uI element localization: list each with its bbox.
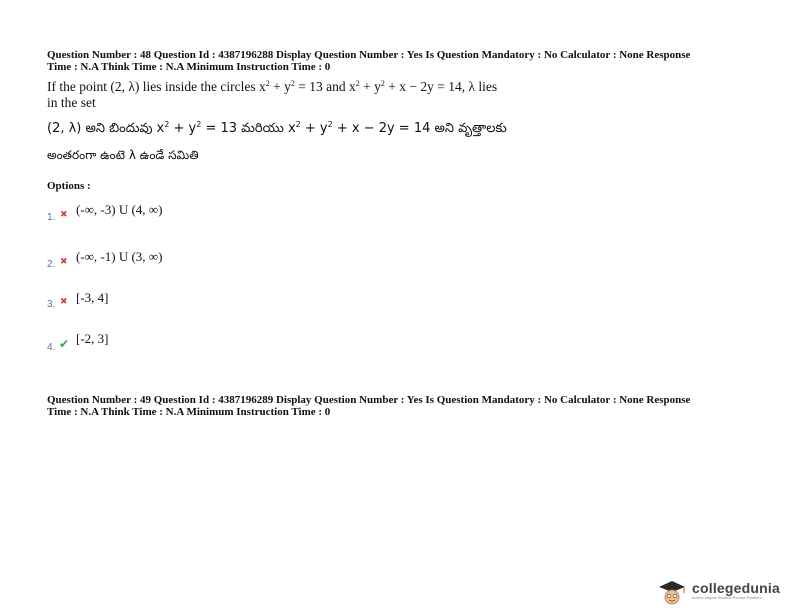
logo-wordmark: collegedunia [692, 580, 780, 596]
option-4-text[interactable]: [-2, 3] [76, 331, 109, 346]
option-1-number: 1. [47, 212, 56, 223]
question-49-meta-line2: Time : N.A Think Time : N.A Minimum Instruction Time : 0 [47, 406, 331, 418]
question-48-english [47, 79, 767, 111]
option-2-text[interactable]: (-∞, -1) U (3, ∞) [76, 249, 163, 264]
collegedunia-logo [656, 580, 780, 606]
option-2-number: 2. [47, 259, 56, 270]
logo-tagline: India's largest Student Review Platform [692, 595, 762, 600]
wrong-mark-icon: ✖ [60, 257, 68, 267]
question-48-meta-line1: Question Number : 48 Question Id : 4387196288 Display Question Number : Yes Is Question Mandatory : No Calculator : None Response [47, 49, 691, 61]
wrong-mark-icon: ✖ [60, 210, 68, 220]
option-3-number: 3. [47, 299, 56, 310]
check-mark-icon: ✔ [59, 337, 70, 351]
options-label: Options : [47, 180, 91, 192]
wrong-mark-icon: ✖ [60, 297, 68, 307]
question-49-meta-line1: Question Number : 49 Question Id : 4387196289 Display Question Number : Yes Is Question Mandatory : No Calculator : None Response [47, 394, 691, 406]
option-4-number: 4. [47, 342, 56, 353]
question-49-meta [47, 394, 767, 418]
question-48-english-line1: If the point (2, λ) lies inside the circles $x^2 + y^2 = 13$ and $x^2 + y^2 + x - 2y = 14$, λ lies [47, 79, 498, 94]
question-48-meta-line2: Time : N.A Think Time : N.A Minimum Instruction Time : 0 [47, 61, 331, 73]
question-48-telugu-line2: అంతరంగా ఉంటె λ ఉండే సమితి [47, 148, 199, 162]
question-48-telugu-line1: (2, λ) అని బిందువు $x^2 + y^2 = 13$ మరియు $x^2 + y^2 + x - 2y = 14$ అని వృత్తాలకు [47, 120, 507, 136]
graduation-mascot-icon [656, 580, 690, 606]
option-3-text[interactable]: [-3, 4] [76, 290, 109, 305]
question-48-english-line2: in the set [47, 95, 96, 110]
question-48-meta [47, 49, 767, 73]
question-48-telugu [47, 120, 767, 164]
option-1-text[interactable]: (-∞, -3) U (4, ∞) [76, 202, 163, 217]
